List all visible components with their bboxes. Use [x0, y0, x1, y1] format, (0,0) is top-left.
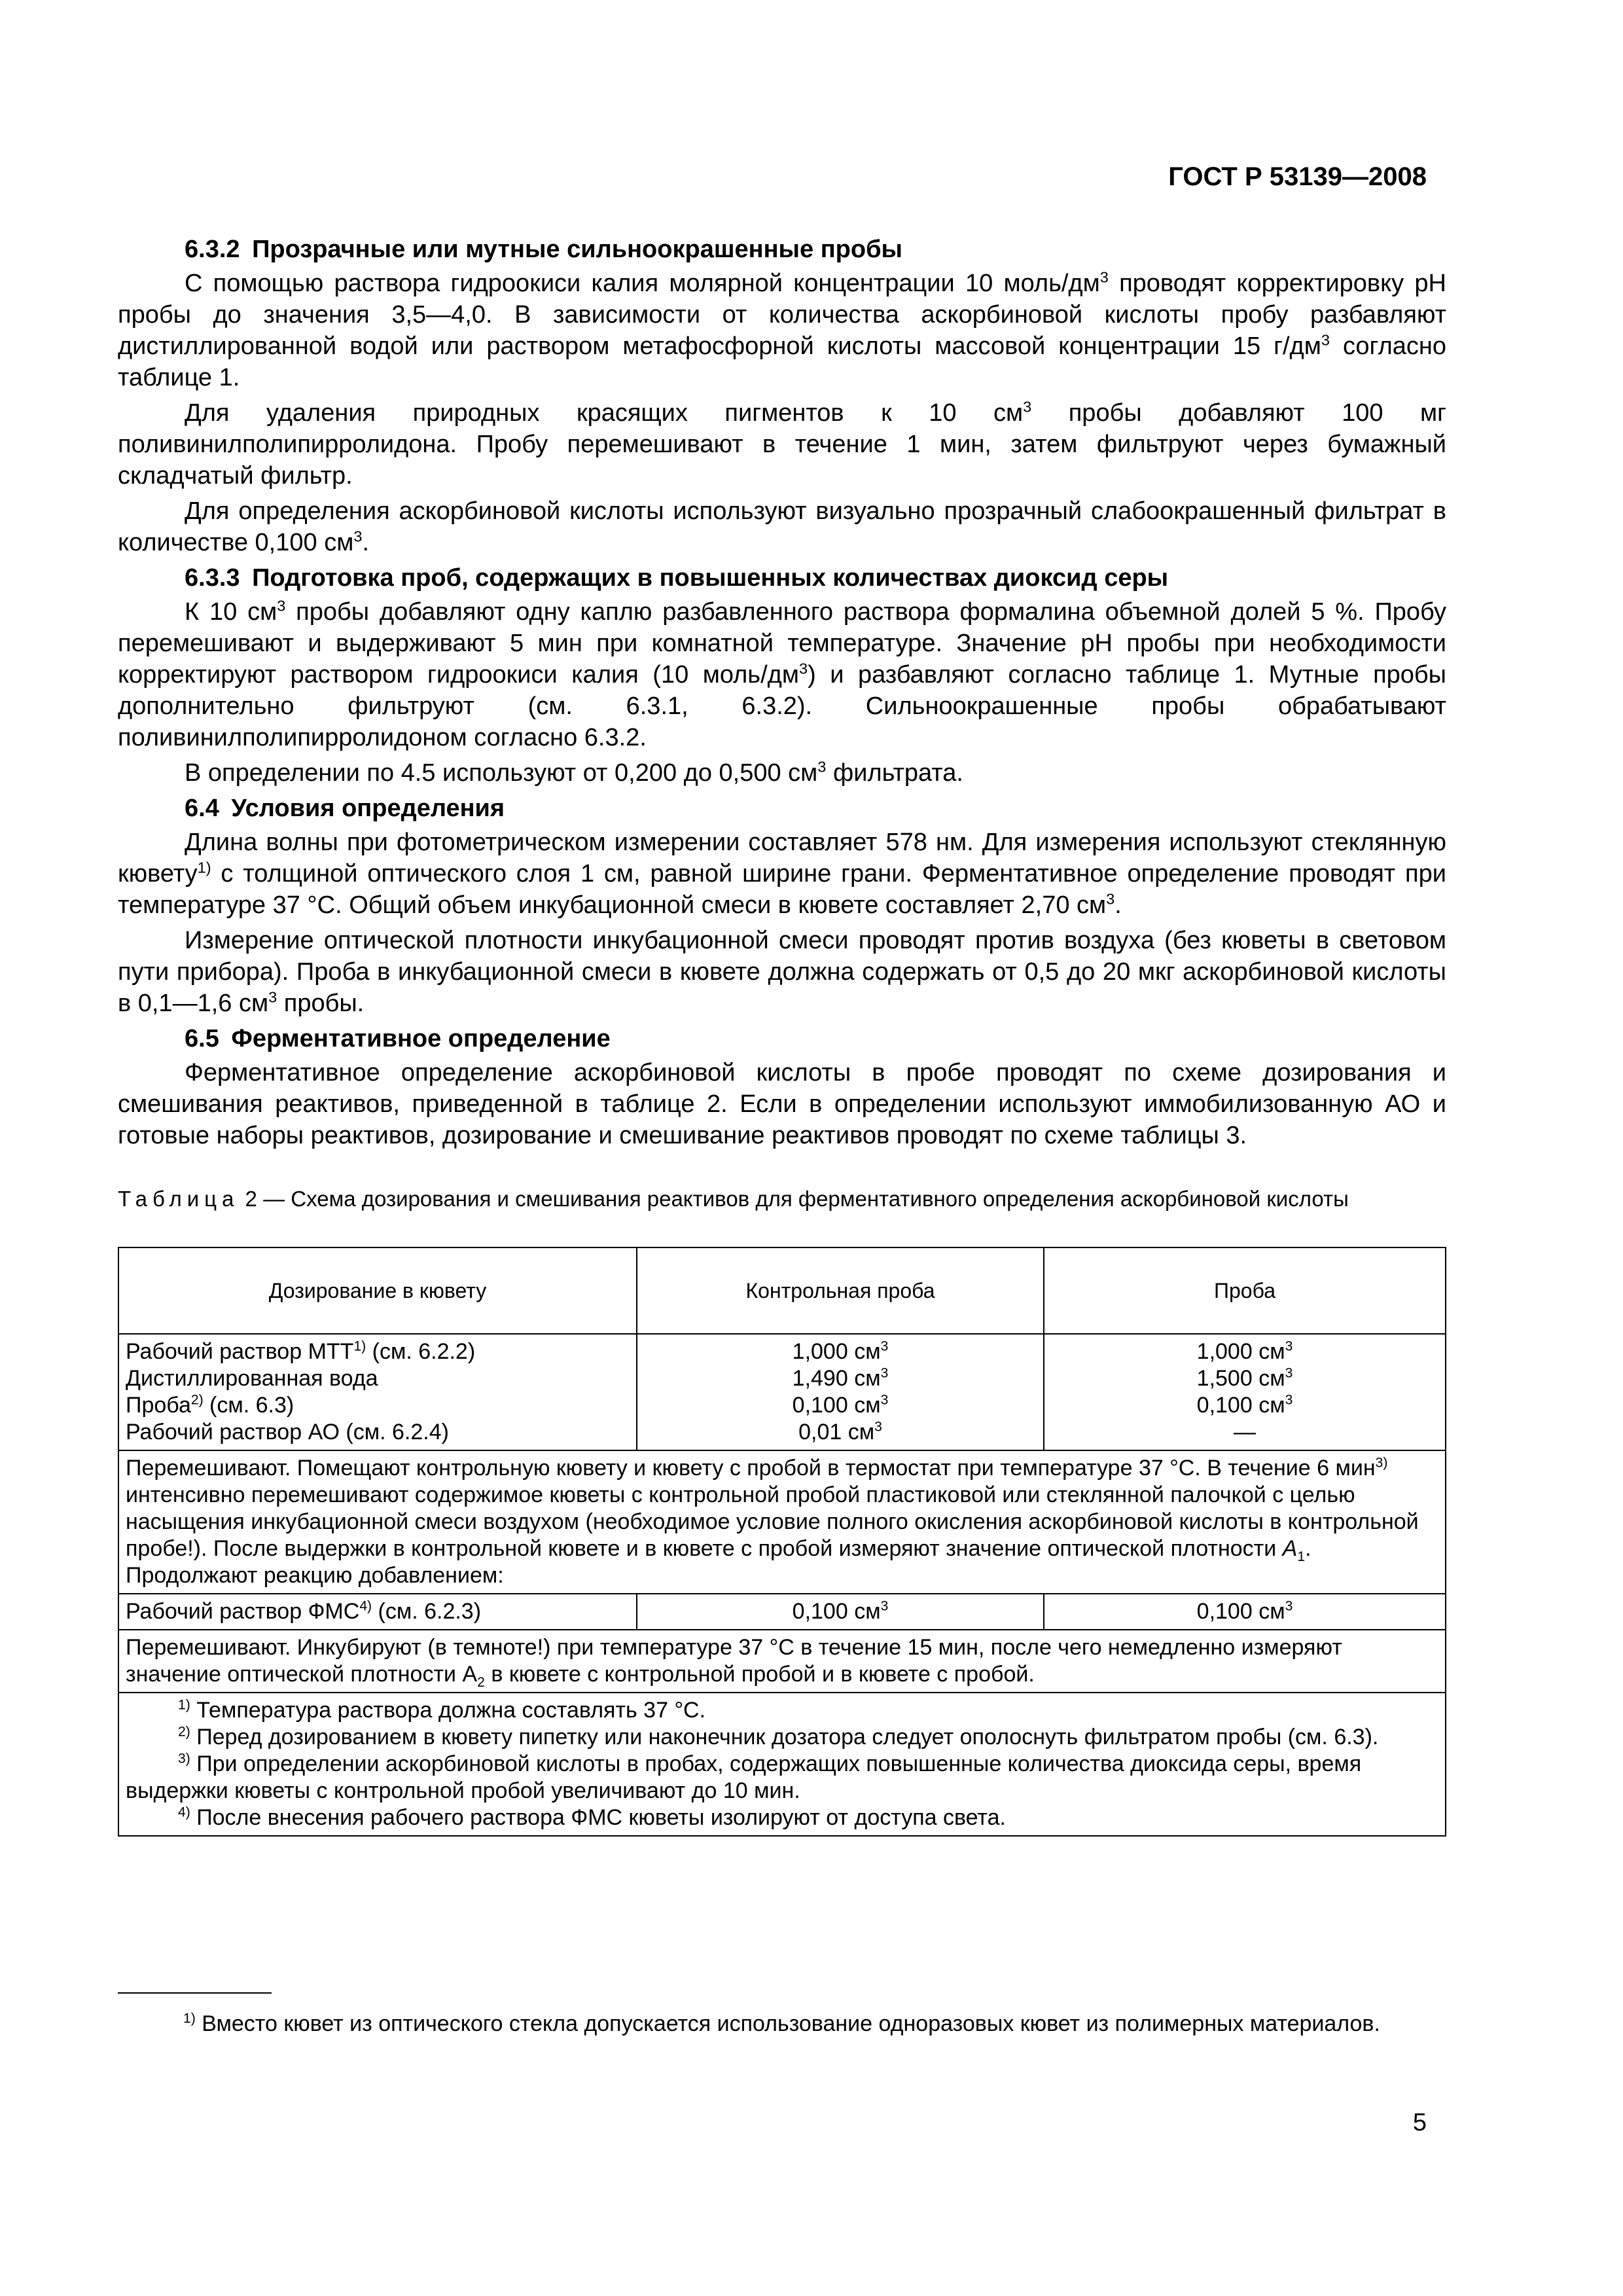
text: с толщиной оптического слоя 1 см, равной ширине грани. Ферментативное определение проводят при температуре 37 °С. Общий объем инкубационной смеси в кювете составляет 2,70 см: [118, 860, 1446, 919]
section-number: 6.5: [185, 1025, 219, 1052]
value-line: [1051, 1338, 1438, 1365]
superscript: 3: [1285, 1392, 1293, 1408]
text: 1,000 см: [792, 1339, 881, 1364]
reagent-cell: [118, 1594, 637, 1630]
text: 0,100 см: [792, 1393, 881, 1418]
variable: A: [1282, 1536, 1298, 1561]
table-caption: [118, 1186, 1446, 1212]
sample-cell: [1044, 1334, 1446, 1450]
text: Вместо кювет из оптического стекла допускается использование одноразовых кювет из полимерных материалов.: [195, 2011, 1380, 2036]
text: 0,100 см: [792, 1599, 881, 1624]
superscript: 3: [1023, 398, 1032, 416]
text: Для определения аскорбиновой кислоты используют визуально прозрачный слабоокрашенный фильтрат в количестве 0,100 см: [118, 497, 1446, 556]
table-row: [118, 1594, 1446, 1630]
paragraph: [118, 757, 1446, 789]
text: пробы.: [277, 990, 365, 1017]
text: (см. 6.2.2): [366, 1339, 476, 1364]
reagent-line: [126, 1338, 630, 1365]
column-header: Проба: [1044, 1247, 1446, 1334]
subscript: 2: [477, 1674, 485, 1690]
text: пробы добавляют 100 мг поливинилполипирролидона. Пробу перемешивают в течение 1 мин, затем фильтруют через бумажный складчатый фильтр.: [118, 399, 1446, 490]
text: 1,490 см: [792, 1366, 881, 1391]
superscript: 3: [1321, 331, 1330, 349]
table-notes: [118, 1693, 1446, 1836]
column-header: Дозирование в кювету: [118, 1247, 637, 1334]
text: При определении аскорбиновой кислоты в пробах, содержащих повышенные количества диоксида серы, время выдержки кюветы с контрольной пробой увеличивают до 10 мин.: [126, 1751, 1362, 1803]
section-title: Условия определения: [231, 795, 505, 822]
superscript: 3: [277, 597, 286, 615]
reagent-line: Дистиллированная вода: [126, 1366, 378, 1391]
superscript: 3: [880, 1338, 889, 1354]
text: .: [362, 529, 369, 556]
text: согласно таблице 1.: [118, 332, 1446, 391]
text: 1,500 см: [1196, 1366, 1285, 1391]
sample-cell: [1044, 1594, 1446, 1630]
text: Температура раствора должна составлять 37 °С.: [190, 1698, 706, 1723]
footnote-ref: 3): [1375, 1455, 1388, 1471]
control-cell: [637, 1594, 1044, 1630]
value-line: —: [1234, 1420, 1256, 1444]
table-notes-row: [118, 1693, 1446, 1836]
text: С помощью раствора гидроокиси калия молярной концентрации 10 моль/дм: [185, 270, 1100, 297]
text: Рабочий раствор МТТ: [126, 1339, 354, 1364]
table-note: [126, 1751, 1438, 1804]
page-footnote: [118, 2008, 1446, 2039]
caption-label: Таблица: [118, 1187, 240, 1211]
instruction-cell: [118, 1450, 1446, 1594]
column-header: Контрольная проба: [637, 1247, 1044, 1334]
section-title: Подготовка проб, содержащих в повышенных количествах диоксид серы: [252, 564, 1169, 592]
superscript: 3: [1285, 1598, 1293, 1614]
superscript: 3: [874, 1419, 882, 1435]
section-heading-6-3-2: [118, 234, 1446, 265]
document-body: [118, 232, 1446, 1155]
superscript: 3: [798, 660, 808, 677]
text: пробы добавляют одну каплю разбавленного раствора формалина объемной долей 5 %. Пробу перемешивают и выдерживают 5 мин при комнатной температуре. Значение рН пробы при необходимости корректируют раствором гидроокиси калия (10 моль/дм: [118, 598, 1446, 689]
footnote-ref: 1): [353, 1338, 366, 1354]
value-line: [644, 1338, 1037, 1365]
value-line: [644, 1419, 1037, 1446]
text: Длина волны при фотометрическом измерении составляет 578 нм. Для измерения используют стеклянную кювету: [118, 829, 1446, 888]
section-title: Прозрачные или мутные сильноокрашенные пробы: [252, 236, 902, 263]
table-row: [118, 1334, 1446, 1450]
text: 0,100 см: [1196, 1599, 1285, 1624]
control-cell: [637, 1334, 1044, 1450]
value-line: [644, 1365, 1037, 1392]
document-id: ГОСТ Р 53139—2008: [1168, 162, 1427, 191]
reagent-cell: [118, 1334, 637, 1450]
table-note: [126, 1804, 1438, 1831]
dosing-table: [118, 1247, 1446, 1837]
text: Проба: [126, 1393, 191, 1418]
reagent-line: [126, 1392, 630, 1419]
text: (см. 6.3): [203, 1393, 294, 1418]
text: К 10 см: [185, 598, 277, 626]
text: . Продолжают реакцию добавлением:: [126, 1536, 1311, 1588]
table-note: [126, 1724, 1438, 1751]
text: в кювете с контрольной пробой и в кювете с пробой.: [484, 1662, 1035, 1687]
instruction-cell: [118, 1630, 1446, 1693]
superscript: 3: [268, 988, 277, 1006]
text: В определении по 4.5 используют от 0,200 до 0,500 см: [185, 759, 818, 787]
text: Перемешивают. Помещают контрольную кювету и кювету с пробой в термостат при температуре 37 °С. В течение 6 мин: [126, 1456, 1376, 1480]
text: 0,100 см: [1196, 1393, 1285, 1418]
paragraph: [118, 925, 1446, 1019]
superscript: 3: [880, 1392, 889, 1408]
footnote-mark: 4): [178, 1804, 190, 1820]
text: После внесения рабочего раствора ФМС кюветы изолируют от доступа света.: [190, 1805, 1006, 1830]
text: ) и разбавляют согласно таблице 1. Мутные пробы дополнительно фильтруют (см. 6.3.1, 6.3.2). Сильноокрашенные пробы обрабатывают поливинилполипирролидоном согласно 6.3.2.: [118, 661, 1446, 751]
footnote-mark: 2): [178, 1724, 190, 1740]
text: .: [1115, 891, 1122, 919]
section-title: Ферментативное определение: [231, 1025, 611, 1052]
paragraph: [118, 268, 1446, 393]
text: Перемешивают. Инкубируют (в темноте!) при температуре 37 °С в течение 15 мин, после чего немедленно измеряют значение оптической плотности А: [126, 1635, 1342, 1687]
section-heading-6-5: [118, 1023, 1446, 1054]
text: Перед дозированием в кювету пипетку или наконечник дозатора следует ополоснуть фильтратом пробы (см. 6.3).: [190, 1725, 1379, 1749]
reagent-line: Рабочий раствор АО (см. 6.2.4): [126, 1420, 449, 1444]
footnote-ref: 2): [190, 1392, 204, 1408]
paragraph: [118, 596, 1446, 753]
footnote-divider: [118, 1992, 272, 1994]
section-number: 6.4: [185, 795, 219, 822]
superscript: 3: [1099, 268, 1109, 286]
section-number: 6.3.2: [185, 236, 240, 263]
value-line: [644, 1392, 1037, 1419]
superscript: 3: [1285, 1338, 1293, 1354]
superscript: 3: [1106, 890, 1115, 908]
superscript: 3: [353, 528, 363, 545]
footnote-mark: 3): [178, 1751, 190, 1767]
text: интенсивно перемешивают содержимое кюветы с контрольной пробой пластиковой или стеклянной палочкой с целью насыщения инкубационной смеси воздухом (необходимое условие полного окисления аскорбиновой кислоты в контрольной пробе!). После выдержки в контрольной кювете и в кювете с пробой измеряют значение оптической плотности: [126, 1482, 1419, 1561]
table-header-row: [118, 1247, 1446, 1334]
caption-text: 2 — Схема дозирования и смешивания реактивов для ферментативного определения аскорбиновой кислоты: [239, 1187, 1349, 1211]
text: Для удаления природных красящих пигментов к 10 см: [185, 399, 1024, 427]
footnote-mark: 1): [178, 1697, 190, 1713]
text: фильтрата.: [826, 759, 963, 787]
table-row: [118, 1630, 1446, 1693]
text: 0,01 см: [798, 1420, 875, 1444]
subscript: 1: [1297, 1549, 1306, 1564]
paragraph: Ферментативное определение аскорбиновой кислоты в пробе проводят по схеме дозирования и смешивания реактивов, приведенной в таблице 2. Если в определении используют иммобилизованную АО и готовые наборы реактивов, дозирование и смешивание реактивов проводят по схеме таблицы 3.: [118, 1059, 1446, 1149]
footnote-mark: 1): [183, 2011, 196, 2026]
table-row: [118, 1450, 1446, 1594]
superscript: 3: [817, 758, 827, 776]
section-number: 6.3.3: [185, 564, 240, 592]
superscript: 3: [880, 1365, 889, 1381]
section-heading-6-3-3: [118, 562, 1446, 594]
table-note: [126, 1697, 1438, 1724]
text: проводят корректировку рН пробы до значения 3,5—4,0. В зависимости от количества аскорбиновой кислоты пробу разбавляют дистиллированной водой или раствором метафосфорной кислоты массовой концентрации 15 г/дм: [118, 270, 1446, 360]
text: 1,000 см: [1196, 1339, 1285, 1364]
paragraph: [118, 397, 1446, 492]
value-line: [1051, 1365, 1438, 1392]
footnote-ref: 4): [359, 1598, 372, 1614]
superscript: 3: [1285, 1365, 1293, 1381]
text: Рабочий раствор ФМС: [126, 1599, 360, 1624]
section-heading-6-4: [118, 793, 1446, 824]
paragraph: [118, 495, 1446, 558]
superscript: 3: [880, 1598, 889, 1614]
text: Измерение оптической плотности инкубационной смеси проводят против воздуха (без кюветы в световом пути прибора). Проба в инкубационной смеси в кювете должна содержать от 0,5 до 20 мкг аскорбиновой кислоты в 0,1—1,6 см: [118, 927, 1446, 1017]
footnote-ref: 1): [197, 859, 211, 876]
page-number: 5: [1412, 2109, 1427, 2136]
value-line: [1051, 1392, 1438, 1419]
text: (см. 6.2.3): [372, 1599, 482, 1624]
paragraph: [118, 827, 1446, 921]
